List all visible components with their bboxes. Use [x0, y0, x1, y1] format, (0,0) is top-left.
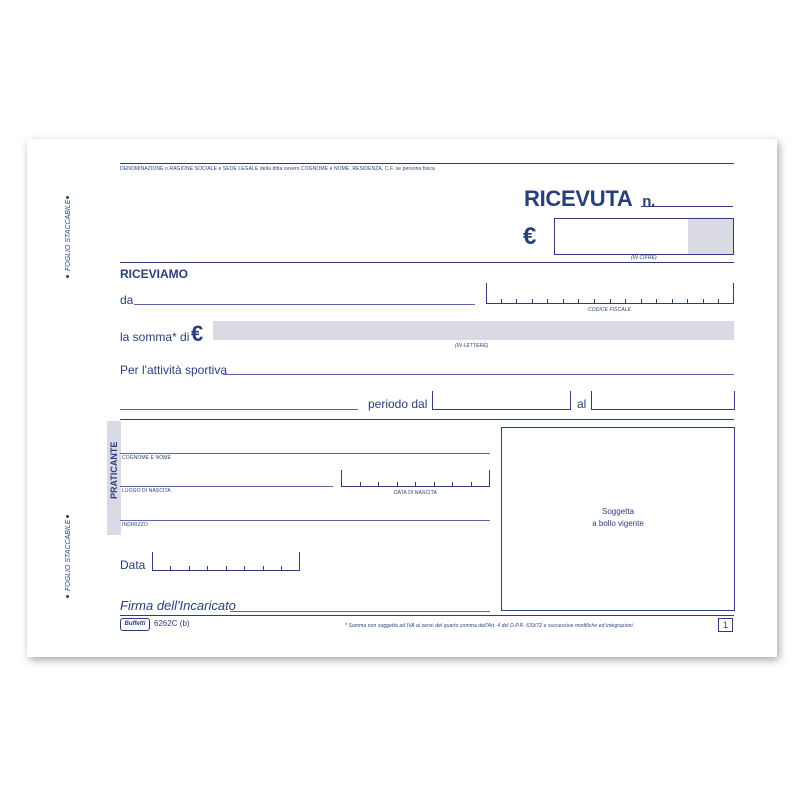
- date-tick: [226, 566, 227, 570]
- birthdate-tick: [415, 482, 416, 486]
- tax-code-tick: [610, 299, 611, 303]
- signature-label: Firma dell'Incaricato: [120, 598, 236, 613]
- address-field[interactable]: [120, 520, 490, 521]
- date-right-edge: [299, 552, 300, 570]
- tax-code-tick: [563, 299, 564, 303]
- date-tick: [263, 566, 264, 570]
- footnote: * Somma non soggetta ad IVA ai sensi del quarto comma dell'Art. 4 del D.P.R. 633/72 e successive modifiche ed integrazioni.: [345, 623, 635, 629]
- birthdate-right-edge: [489, 470, 490, 486]
- date-field[interactable]: [152, 552, 300, 570]
- tax-code-tick: [641, 299, 642, 303]
- tax-code-tick: [532, 299, 533, 303]
- tear-dot-top-2: [66, 275, 69, 278]
- amount-words-field[interactable]: [213, 321, 734, 340]
- from-label: da: [120, 293, 134, 307]
- amount-words-caption: (IN LETTERE): [455, 343, 489, 349]
- tax-code-left-edge: [486, 283, 487, 303]
- birthdate-tick: [452, 482, 453, 486]
- period-from-field[interactable]: [432, 391, 571, 410]
- birthdate-tick: [471, 482, 472, 486]
- period-from-label: periodo dal: [368, 397, 428, 411]
- practitioner-section-label: PRATICANTE: [109, 441, 119, 499]
- date-tick: [189, 566, 190, 570]
- address-caption: INDIRIZZO: [122, 522, 148, 528]
- surname-name-caption: COGNOME E NOME: [122, 455, 171, 461]
- tax-code-tick: [656, 299, 657, 303]
- receipt-title: [524, 186, 655, 212]
- receipt-form: [27, 139, 777, 657]
- header-note: DENOMINAZIONE o RAGIONE SOCIALE e SEDE LEGALE della ditta ovvero COGNOME e NOME, RESIDENZA, C.F. se persona fisica: [120, 166, 435, 172]
- tax-code-tick: [718, 299, 719, 303]
- stamp-box-line2: a bollo vigente: [592, 519, 644, 528]
- receiving-heading: RICEVIAMO: [120, 267, 189, 281]
- tax-code-tick: [687, 299, 688, 303]
- receipt-number-line[interactable]: [641, 206, 733, 207]
- tear-label-bottom: FOGLIO STACCABILE: [65, 519, 72, 591]
- birthdate-tick: [378, 482, 379, 486]
- model-code: 6262C (b): [154, 619, 190, 628]
- period-to-field[interactable]: [591, 391, 735, 410]
- stamp-box-line1: Soggetta: [601, 507, 635, 516]
- date-tick: [244, 566, 245, 570]
- amount-figures-caption: (IN CIFRE): [631, 255, 657, 261]
- stamp-box: [501, 427, 735, 611]
- surname-name-field[interactable]: [120, 453, 490, 454]
- date-tick: [207, 566, 208, 570]
- activity-label: Per l'attività sportiva: [120, 363, 227, 377]
- date-left-edge: [152, 552, 153, 570]
- tear-dot-top: [66, 196, 69, 199]
- activity-field-line-2[interactable]: [120, 409, 358, 410]
- header-top-line: [120, 163, 734, 164]
- euro-icon: €: [191, 321, 204, 346]
- tax-code-tick: [516, 299, 517, 303]
- tear-dot-bottom-2: [66, 595, 69, 598]
- tax-code-right-edge: [733, 283, 734, 303]
- section-separator: [120, 262, 734, 263]
- tax-code-tick: [578, 299, 579, 303]
- tax-code-field[interactable]: [486, 283, 734, 303]
- birthdate-left-edge: [341, 470, 342, 486]
- birthdate-tick: [434, 482, 435, 486]
- birthdate-field[interactable]: [341, 470, 490, 486]
- tax-code-tick: [501, 299, 502, 303]
- sum-label: la somma* di: [120, 330, 190, 344]
- birthdate-tick: [360, 482, 361, 486]
- practitioner-separator: [120, 419, 734, 420]
- activity-field[interactable]: [223, 374, 734, 375]
- receipt-title-text: RICEVUTA: [524, 186, 633, 211]
- tax-code-tick: [594, 299, 595, 303]
- tax-code-tick: [547, 299, 548, 303]
- tax-code-tick: [703, 299, 704, 303]
- euro-icon: €: [523, 223, 537, 250]
- date-tick: [281, 566, 282, 570]
- birthplace-caption: LUOGO DI NASCITA: [122, 488, 171, 494]
- period-to-label: al: [577, 397, 587, 411]
- receipt-number-label: n.: [642, 193, 655, 210]
- date-tick: [170, 566, 171, 570]
- brand-logo: [120, 618, 150, 631]
- copy-number: 1: [718, 618, 733, 632]
- footer-line: [120, 615, 734, 616]
- birthdate-tick: [397, 482, 398, 486]
- birthplace-field[interactable]: [120, 486, 333, 487]
- tax-code-tick: [672, 299, 673, 303]
- tax-code-baseline: [486, 303, 734, 304]
- birthdate-baseline: [341, 486, 490, 487]
- amount-cents-cell: [688, 219, 733, 254]
- birthdate-caption: DATA DI NASCITA: [394, 490, 437, 496]
- date-label: Data: [120, 558, 146, 572]
- brand-logo-text: Buffetti: [124, 621, 146, 627]
- tax-code-tick: [625, 299, 626, 303]
- from-field[interactable]: [134, 304, 475, 305]
- tear-label-top: FOGLIO STACCABILE: [65, 199, 72, 271]
- date-baseline: [152, 570, 300, 571]
- tax-code-caption: CODICE FISCALE: [588, 307, 632, 313]
- amount-figures-field[interactable]: [554, 218, 734, 255]
- signature-field[interactable]: [230, 611, 490, 612]
- tear-dot-bottom: [66, 515, 69, 518]
